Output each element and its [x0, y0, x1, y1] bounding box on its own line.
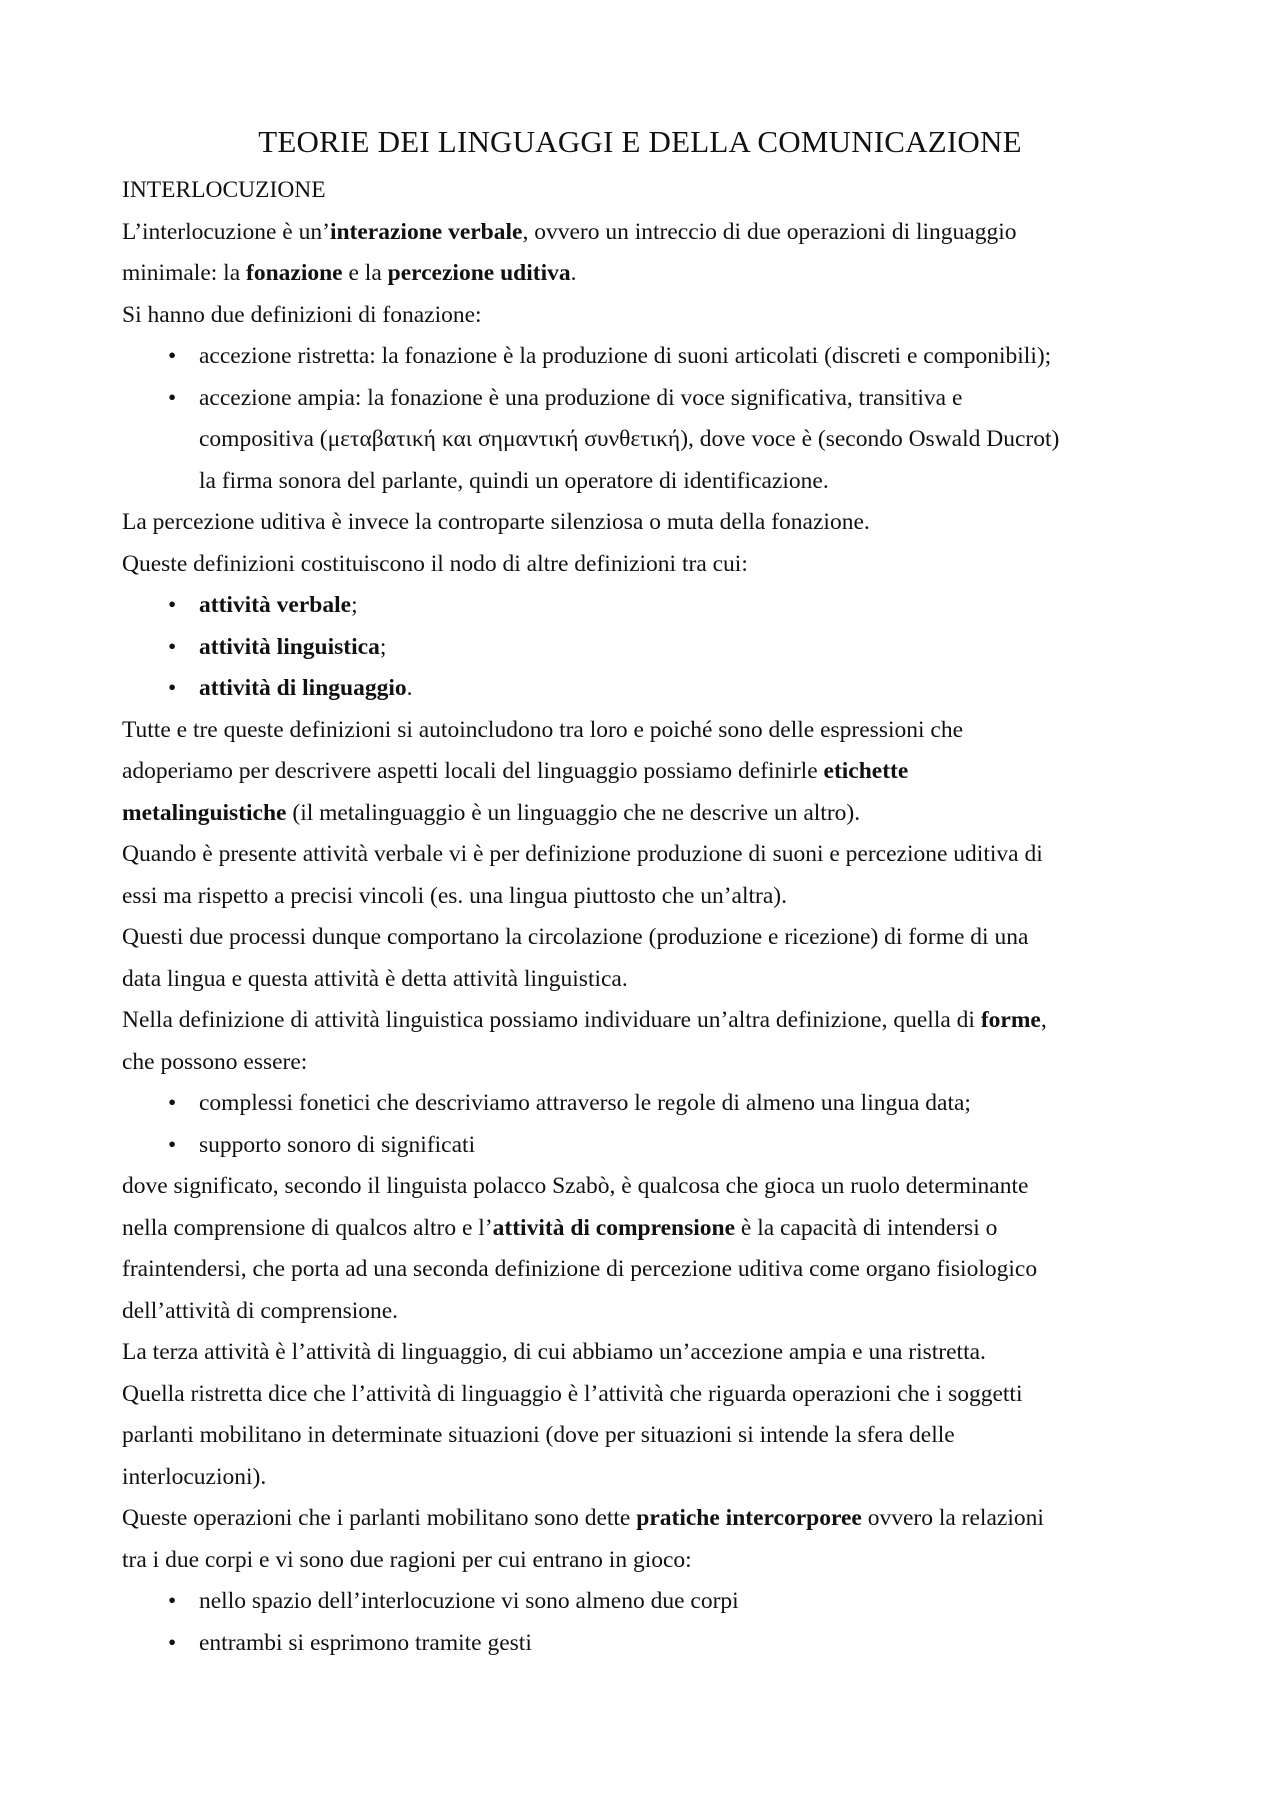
paragraph-autoincludono-line-2 — [122, 751, 1162, 793]
paragraph-interlocuzione-line-1 — [122, 212, 1162, 254]
term-attivita-di-comprensione: attività di comprensione — [492, 1214, 736, 1241]
text-run: ovvero la relazioni — [861, 1505, 1044, 1531]
bullet-icon: • — [168, 1588, 177, 1614]
bullet-icon: • — [168, 1131, 177, 1158]
bullet-icon: • — [168, 675, 177, 701]
list-item-text: entrambi si esprimono tramite gesti — [199, 1629, 532, 1656]
text-run: è la capacità di intendersi o — [735, 1214, 998, 1241]
paragraph-nodo-definizioni: Queste definizioni costituiscono il nodo di altre definizioni tra cui: — [122, 550, 748, 577]
list-item — [122, 585, 1162, 627]
term-forme: forme — [980, 1007, 1041, 1033]
list-item — [122, 336, 1162, 378]
paragraph-autoincludono-line-1: Tutte e tre queste definizioni si autoincludono tra loro e poiché sono delle espressioni che — [122, 716, 964, 743]
text-run: (il metalinguaggio è un linguaggio che ne descrive un altro). — [286, 799, 861, 826]
list-item — [122, 1083, 1162, 1125]
paragraph-significato-line-4: dell’attività di comprensione. — [122, 1297, 399, 1324]
text-run: minimale: la — [122, 260, 246, 286]
bullet-icon: • — [168, 1090, 177, 1116]
paragraph-significato-line-1: dove significato, secondo il linguista polacco Szabò, è qualcosa che gioca un ruolo determinante — [122, 1173, 1029, 1199]
text-run: . — [570, 260, 577, 286]
bullet-icon: • — [168, 343, 177, 369]
list-item-text: nello spazio dell’interlocuzione vi sono almeno due corpi — [199, 1588, 739, 1614]
text-run: , ovvero un intreccio di due operazioni di linguaggio — [522, 218, 1017, 245]
term-pratiche-intercorporee: pratiche intercorporee — [636, 1505, 862, 1531]
paragraph-percezione: La percezione uditiva è invece la controparte silenziosa o muta della fonazione. — [122, 509, 870, 535]
list-item-text — [199, 668, 1162, 710]
paragraph-autoincludono-line-3 — [122, 793, 1162, 835]
text-run: nella comprensione di qualcos altro e l’ — [122, 1214, 493, 1241]
list-item-text: la firma sonora del parlante, quindi un operatore di identificazione. — [199, 467, 829, 494]
list-item-text: complessi fonetici che descriviamo attraverso le regole di almeno una lingua data; — [199, 1090, 971, 1116]
list-item-text: compositiva (μεταβατική και σημαντική συνθετική), dove voce è (secondo Oswald Ducrot) — [199, 426, 1060, 452]
list-item — [122, 668, 1162, 710]
term-fonazione: fonazione — [246, 260, 343, 286]
paragraph-significato-line-3: fraintendersi, che porta ad una seconda definizione di percezione uditiva come organo fisiologico — [122, 1256, 1038, 1282]
list-attivita — [122, 585, 1162, 710]
paragraph-forme-line-2: che possono essere: — [122, 1048, 308, 1075]
term-attivita-linguistica: attività linguistica — [199, 633, 380, 660]
paragraph-terza-attivita: La terza attività è l’attività di linguaggio, di cui abbiamo un’accezione ampia e una ristretta. — [122, 1339, 986, 1365]
bullet-icon: • — [168, 633, 177, 660]
document-body — [122, 170, 1162, 1664]
paragraph-pratiche-line-1 — [122, 1498, 1162, 1540]
text-run: e la — [342, 260, 388, 286]
list-item — [122, 1125, 1162, 1167]
text-run: adoperiamo per descrivere aspetti locali del linguaggio possiamo definirle — [122, 758, 824, 784]
paragraph-interlocuzione-line-2 — [122, 253, 1162, 295]
list-item-text: accezione ampia: la fonazione è una produzione di voce significativa, transitiva e — [199, 384, 963, 411]
list-item — [122, 378, 1162, 503]
list-item — [122, 1623, 1162, 1665]
list-item-text: accezione ristretta: la fonazione è la produzione di suoni articolati (discreti e componibili); — [199, 343, 1052, 369]
list-item — [122, 627, 1162, 669]
term-metalinguistiche: metalinguistiche — [122, 799, 287, 826]
list-item — [122, 1581, 1162, 1623]
term-attivita-di-linguaggio: attività di linguaggio — [199, 675, 407, 701]
text-run: . — [406, 675, 413, 701]
list-forme — [122, 1083, 1162, 1166]
document-title: TEORIE DEI LINGUAGGI E DELLA COMUNICAZIONE — [258, 124, 1022, 159]
paragraph-significato-line-2 — [122, 1208, 1162, 1250]
text-run: , — [1040, 1007, 1047, 1033]
section-heading: INTERLOCUZIONE — [122, 177, 326, 203]
term-interazione-verbale: interazione verbale — [329, 218, 523, 245]
list-fonazione — [122, 336, 1162, 502]
term-etichette: etichette — [823, 758, 909, 784]
text-run: Nella definizione di attività linguistica possiamo individuare un’altra definizione, quella di — [122, 1007, 981, 1033]
list-item-text — [199, 627, 1162, 669]
text-run: ; — [379, 633, 387, 660]
paragraph-circolazione-line-1: Questi due processi dunque comportano la circolazione (produzione e ricezione) di forme di una — [122, 924, 1029, 950]
bullet-icon: • — [168, 1629, 177, 1656]
text-run: L’interlocuzione è un’ — [122, 218, 330, 245]
text-run: ; — [351, 592, 358, 618]
paragraph-forme-line-1 — [122, 1000, 1162, 1042]
paragraph-pratiche-line-2: tra i due corpi e vi sono due ragioni per cui entrano in gioco: — [122, 1546, 692, 1573]
list-corpi — [122, 1581, 1162, 1664]
term-percezione-uditiva: percezione uditiva — [387, 260, 571, 286]
text-run: Queste operazioni che i parlanti mobilitano sono dette — [122, 1505, 637, 1531]
paragraph-ristretta-line-3: interlocuzioni). — [122, 1463, 267, 1490]
paragraph-circolazione-line-2: data lingua e questa attività è detta attività linguistica. — [122, 965, 628, 992]
list-item-text: supporto sonoro di significati — [199, 1131, 476, 1158]
paragraph-definizioni-fonazione: Si hanno due definizioni di fonazione: — [122, 301, 482, 328]
paragraph-ristretta-line-1: Quella ristretta dice che l’attività di linguaggio è l’attività che riguarda operazioni che i soggetti — [122, 1380, 1023, 1407]
bullet-icon: • — [168, 384, 177, 411]
list-item-text — [199, 585, 1162, 627]
paragraph-ristretta-line-2: parlanti mobilitano in determinate situazioni (dove per situazioni si intende la sfera delle — [122, 1422, 955, 1448]
term-attivita-verbale: attività verbale — [199, 592, 352, 618]
paragraph-attivita-verbale-line-2: essi ma rispetto a precisi vincoli (es. una lingua piuttosto che un’altra). — [122, 882, 787, 909]
bullet-icon: • — [168, 592, 177, 618]
paragraph-attivita-verbale-line-1: Quando è presente attività verbale vi è per definizione produzione di suoni e percezione uditiva di — [122, 841, 1043, 867]
